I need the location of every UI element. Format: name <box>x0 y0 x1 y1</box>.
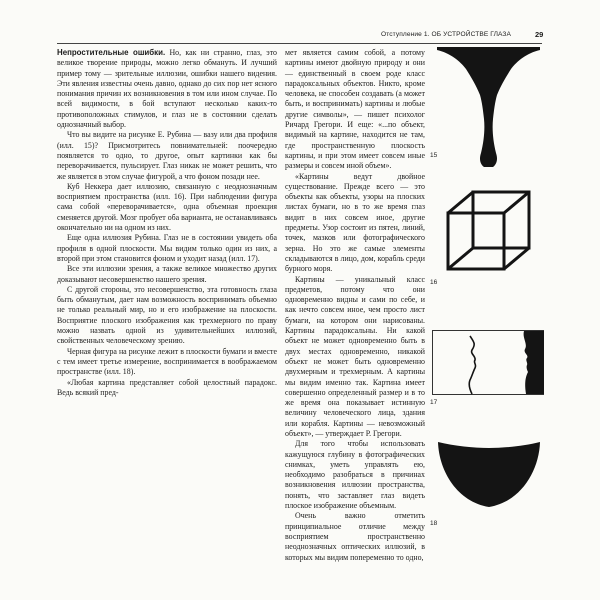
paragraph: «Любая картина представляет собой целостный парадокс. Ведь всякий пред- <box>57 377 277 397</box>
paragraph: Картины — уникальный класс предметов, потому что они одновременно видны и сами по себе, и как нечто совсем иное, чем просто лист бумаги, на котором они нарисованы. Картины парадоксальны. Ни какой объект не может одновременно быть в двух местах одновременно, никакой объект не может быть одновременно двухмерным и трехмерным. А картины мы видим именно так. Картина имеет совершенно определенный размер и в то же время она показывает истинную величину человеческого лица, здания или корабля. Картины — невозможный объект», — утверждает Р. Грегори. <box>285 274 425 438</box>
paragraph: Черная фигура на рисунке лежит в плоскости бумаги и вместе с тем имеет третье измерение, воспринимается в воображаемом пространстве (илл. 18). <box>57 346 277 377</box>
figure-number: 15 <box>430 152 438 159</box>
paragraph: Для того чтобы использовать кажущуюся глубину в фотографических снимках, уметь управлять ею, необходимо разобраться в причинах возникновения иллюзии пространства, понять, что заставляет глаз видеть плоское изображение объемным. <box>285 439 425 511</box>
header-rule <box>57 43 542 44</box>
figure-number: 16 <box>430 279 438 286</box>
paragraph: Непростительные ошибки. Но, как ни странно, глаз, это великое творение природы, можно легко обмануть. И лучший пример тому — зрительные иллюзии, ошибки нашего видения. Эти явления известны очень давно, однако до сих пор нет ясного понимания причин их возникновения в том или ином случае. По всей видимости, в бой вступают несколько каких-то противоположных стимулов, и глаз не в состоянии сделать однозначный выбор. <box>57 48 277 130</box>
paragraph: Еще одна иллюзия Рубина. Глаз не в состоянии увидеть оба профиля в одной плоскости. Мы видим только один из них, а второй при этом становится фоном и уходит назад (илл. 17). <box>57 233 277 263</box>
paragraph: Очень важно отметить принципиальное отличие между восприятием пространственно неоднозначных оптических иллюзий, в которых мы видим попеременно то одно, <box>285 511 425 562</box>
crescent-figure-icon <box>436 438 542 510</box>
paragraph: С другой стороны, это несовершенство, эта готовность глаза быть обманутым, дает нам возможность воспринимать объемно не только реальный мир, но и его изображение на плоскости. Восприятие плоского изображения как трехмерного по праву можно назвать одной из удивительнейших иллюзий, свойственных человеческому зрению. <box>57 284 277 346</box>
paragraph: Все эти иллюзии зрения, а также великое множество других доказывают несовершенство нашего зрения. <box>57 264 277 284</box>
paragraph: Что вы видите на рисунке Е. Рубина — вазу или два профиля (илл. 15)? Присмотритесь повнимательней: поочередно появляется то одно, то другое, опыт картинки как бы переворачивается, пульсирует. Глаз никак не может решить, что же является в этом случае фигурой, а что фоном позади нее. <box>57 130 277 181</box>
paragraph: мет является самим собой, а потому картины имеют двойную природу и они — единственный в своем роде класс парадоксальных объектов. Никто, кроме человека, не способен создавать (а может быть, и воспринимать) картины и любые другие символы», — пишет психолог Ричард Грегори. И еще: «...по объект, видимый на картине, находится не там, где пространственную плоскость картины, и при этом имеет совсем иные размеры и совсем иной объем». <box>285 48 425 171</box>
running-title: Отступление 1. ОБ УСТРОЙСТВЕ ГЛАЗА <box>381 31 511 38</box>
necker-cube-icon <box>444 186 534 276</box>
text-column-middle <box>285 48 425 563</box>
two-profiles-illusion-icon <box>432 330 544 395</box>
figure-number: 18 <box>430 520 438 527</box>
page-number: 29 <box>535 30 544 39</box>
paragraph: Куб Неккера дает иллюзию, связанную с неоднозначным восприятием пространства (илл. 16). При наблюдении фигура сама собой «переворачивается», одна объемная проекция сменяется другой. Мозг пробует оба варианта, не останавливаясь окончательно ни на одном из них. <box>57 181 277 233</box>
text-column-left <box>57 48 277 398</box>
figure-number: 17 <box>430 399 438 406</box>
paragraph: «Картины ведут двойное существование. Прежде всего — это объекты как объекты, узоры на плоских листах бумаги, но в то же время глаз видит в них совсем иное, другие предметы. Узор состоит из пятен, линий, точек, мазков или фотографического зерна. Но это же самые элементы складываются в лицо, дом, корабль среди бурного моря. <box>285 171 425 274</box>
vase-faces-illusion-icon <box>437 47 540 167</box>
section-lead: Непростительные ошибки. <box>57 48 166 57</box>
